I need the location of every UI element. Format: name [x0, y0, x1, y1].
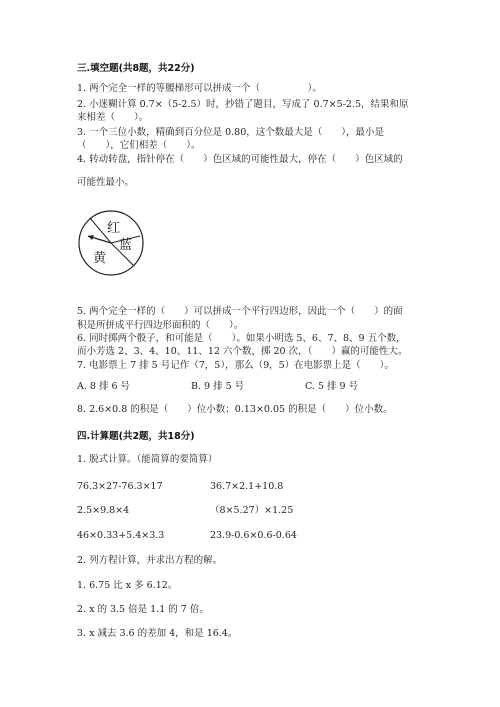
option-b: B. 9 排 5 号: [191, 381, 245, 392]
question-3-2-line1: 2. 小迷糊计算 0.7×（5-2.5）时，抄错了题目，写成了 0.7×5-2.5，结果和原: [77, 99, 409, 110]
question-3-3-line1: 3. 一个三位小数，精确到百分位是 0.80，这个数最大是（ ），最小是: [77, 127, 385, 138]
question-3-5-line1: 5. 两个完全一样的（ ）可以拼成一个平行四边形，因此一个（ ）的面: [77, 306, 403, 317]
calc-1-right: 36.7×2.1+10.8: [210, 481, 284, 492]
calc-1-left: 76.3×27-76.3×17: [77, 481, 163, 492]
question-3-4-line1: 4. 转动转盘，指针停在（ ）色区域的可能性最大，停在（ ）色区域的: [77, 154, 403, 165]
calc-3-right: 23.9-0.6×0.6-0.64: [210, 530, 297, 541]
question-3-6-line1: 6. 同时掷两个骰子，和可能是（ ）。如果小明选 5、6、7、8、9 五个数，: [77, 333, 406, 344]
wheel-label-yellow: 黄: [93, 251, 107, 266]
calc-2-right: （8×5.27）×1.25: [210, 505, 294, 516]
question-3-1: 1. 两个完全一样的等腰梯形可以拼成一个（ ）。: [77, 83, 322, 94]
section-4-title: 四.计算题(共2题，共18分): [77, 431, 195, 442]
question-3-5-line2: 积是所拼成平行四边形面积的（ ）。: [77, 320, 244, 331]
question-3-7: 7. 电影票上 7 排 5 号记作（7，5），那么（9，5）在电影票上是（ ）。: [77, 360, 394, 371]
equation-1: 1. 6.75 比 x 多 6.12。: [77, 580, 178, 591]
question-4-2: 2. 列方程计算，并求出方程的解。: [77, 555, 223, 566]
spinner-wheel-figure: [76, 208, 146, 278]
wheel-label-red: 红: [107, 221, 121, 236]
equation-3: 3. x 减去 3.6 的差加 4，和是 16.4。: [77, 628, 238, 639]
question-3-4-line2: 可能性最小。: [77, 177, 135, 188]
calc-2-left: 2.5×9.8×4: [77, 505, 130, 516]
question-3-8: 8. 2.6×0.8 的积是（ ）位小数；0.13×0.05 的积是（ ）位小数。: [77, 404, 393, 415]
question-3-2-line2: 来相差（ ）。: [77, 112, 149, 123]
section-3-title: 三.填空题(共8题，共22分): [77, 63, 195, 74]
wheel-label-blue: 蓝: [119, 238, 133, 253]
calc-3-left: 46×0.33+5.4×3.3: [77, 530, 165, 541]
question-3-6-line2: 而小芳选 2、3、4、10、11、12 六个数，掷 20 次，（ ）赢的可能性大。: [77, 346, 408, 357]
option-a: A. 8 排 6 号: [77, 381, 131, 392]
spinner-wheel: [76, 208, 146, 278]
equation-2: 2. x 的 3.5 倍是 1.1 的 7 倍。: [77, 604, 209, 615]
question-3-3-line2: （ ），它们相差（ ）。: [77, 140, 201, 151]
question-4-1: 1. 脱式计算。（能简算的要简算）: [77, 454, 218, 465]
option-c: C. 5 排 9 号: [305, 381, 359, 392]
